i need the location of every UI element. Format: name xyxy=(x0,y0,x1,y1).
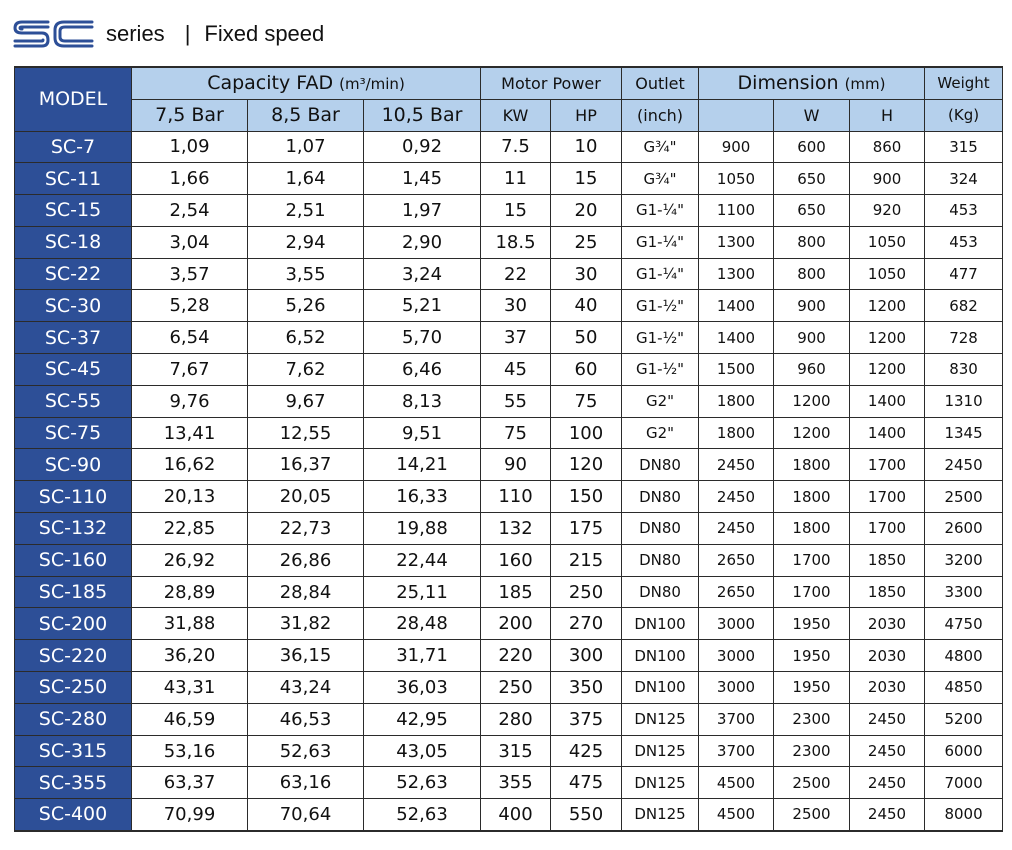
outlet-cell: DN100 xyxy=(622,672,699,704)
outlet-cell: DN80 xyxy=(622,576,699,608)
capacity-8-5-cell: 1,64 xyxy=(248,163,364,195)
capacity-8-5-cell: 12,55 xyxy=(248,417,364,449)
width-cell: 2300 xyxy=(774,703,850,735)
capacity-10-5-cell: 5,21 xyxy=(364,290,481,322)
capacity-7-5-cell: 3,04 xyxy=(132,226,248,258)
model-cell: SC-37 xyxy=(15,322,132,354)
header-row-main xyxy=(15,67,1003,99)
hp-cell: 270 xyxy=(551,608,622,640)
capacity-7-5-cell: 63,37 xyxy=(132,767,248,799)
capacity-10-5-cell: 42,95 xyxy=(364,703,481,735)
model-cell: SC-7 xyxy=(15,131,132,163)
kw-cell: 315 xyxy=(481,735,551,767)
height-cell: 860 xyxy=(850,131,925,163)
capacity-10-5-cell: 3,24 xyxy=(364,258,481,290)
capacity-8-5-cell: 63,16 xyxy=(248,767,364,799)
height-cell: 2030 xyxy=(850,608,925,640)
weight-cell: 1345 xyxy=(925,417,1003,449)
length-cell: 1050 xyxy=(699,163,774,195)
spec-table xyxy=(14,66,1003,832)
kw-cell: 11 xyxy=(481,163,551,195)
outlet-cell: G2" xyxy=(622,385,699,417)
height-cell: 1700 xyxy=(850,513,925,545)
capacity-8-5-cell: 46,53 xyxy=(248,703,364,735)
capacity-header: Capacity FAD (m³/min) xyxy=(132,67,481,99)
capacity-10-5-cell: 25,11 xyxy=(364,576,481,608)
capacity-10-5-cell: 1,45 xyxy=(364,163,481,195)
length-cell: 2450 xyxy=(699,481,774,513)
model-cell: SC-45 xyxy=(15,354,132,386)
table-row xyxy=(15,290,1003,322)
capacity-7-5-cell: 26,92 xyxy=(132,544,248,576)
kw-header: KW xyxy=(481,99,551,131)
hp-cell: 350 xyxy=(551,672,622,704)
height-cell: 1850 xyxy=(850,576,925,608)
hp-cell: 40 xyxy=(551,290,622,322)
width-cell: 1700 xyxy=(774,544,850,576)
width-cell: 650 xyxy=(774,195,850,227)
table-row xyxy=(15,322,1003,354)
weight-cell: 7000 xyxy=(925,767,1003,799)
capacity-8-5-cell: 5,26 xyxy=(248,290,364,322)
height-cell: 2450 xyxy=(850,799,925,831)
outlet-cell: DN80 xyxy=(622,449,699,481)
capacity-8-5-cell: 70,64 xyxy=(248,799,364,831)
weight-cell: 2600 xyxy=(925,513,1003,545)
outlet-cell: G1-¼" xyxy=(622,195,699,227)
outlet-cell: G¾" xyxy=(622,131,699,163)
height-cell: 2450 xyxy=(850,703,925,735)
capacity-8-5-cell: 43,24 xyxy=(248,672,364,704)
weight-cell: 6000 xyxy=(925,735,1003,767)
title-separator: | xyxy=(184,21,191,46)
outlet-cell: DN125 xyxy=(622,767,699,799)
length-cell: 1100 xyxy=(699,195,774,227)
hp-cell: 20 xyxy=(551,195,622,227)
height-cell: 2030 xyxy=(850,640,925,672)
length-cell: 1500 xyxy=(699,354,774,386)
weight-cell: 4800 xyxy=(925,640,1003,672)
weight-cell: 8000 xyxy=(925,799,1003,831)
height-cell: 1400 xyxy=(850,385,925,417)
weight-cell: 477 xyxy=(925,258,1003,290)
kw-cell: 55 xyxy=(481,385,551,417)
height-cell: 1050 xyxy=(850,226,925,258)
outlet-cell: DN125 xyxy=(622,799,699,831)
width-cell: 2500 xyxy=(774,767,850,799)
capacity-7-5-cell: 3,57 xyxy=(132,258,248,290)
capacity-7-5-cell: 2,54 xyxy=(132,195,248,227)
capacity-7-5-cell: 5,28 xyxy=(132,290,248,322)
capacity-7-5-cell: 16,62 xyxy=(132,449,248,481)
width-cell: 650 xyxy=(774,163,850,195)
table-row xyxy=(15,354,1003,386)
hp-cell: 25 xyxy=(551,226,622,258)
capacity-10-5-cell: 2,90 xyxy=(364,226,481,258)
height-cell: 1200 xyxy=(850,322,925,354)
model-cell: SC-75 xyxy=(15,417,132,449)
model-cell: SC-400 xyxy=(15,799,132,831)
width-cell: 1200 xyxy=(774,417,850,449)
outlet-cell: G1-½" xyxy=(622,354,699,386)
weight-cell: 682 xyxy=(925,290,1003,322)
capacity-7-5-cell: 7,67 xyxy=(132,354,248,386)
weight-cell: 3200 xyxy=(925,544,1003,576)
height-cell: 1050 xyxy=(850,258,925,290)
width-cell: 1800 xyxy=(774,513,850,545)
outlet-cell: G1-½" xyxy=(622,290,699,322)
length-cell: 1800 xyxy=(699,417,774,449)
table-row xyxy=(15,513,1003,545)
capacity-7-5-cell: 46,59 xyxy=(132,703,248,735)
weight-unit-header: (Kg) xyxy=(925,99,1003,131)
width-cell: 800 xyxy=(774,258,850,290)
width-cell: 1800 xyxy=(774,449,850,481)
model-header: MODEL xyxy=(15,67,132,131)
outlet-cell: G1-¼" xyxy=(622,258,699,290)
model-cell: SC-280 xyxy=(15,703,132,735)
capacity-8-5-cell: 2,94 xyxy=(248,226,364,258)
capacity-10-5-cell: 8,13 xyxy=(364,385,481,417)
weight-header: Weight xyxy=(925,67,1003,99)
length-cell: 4500 xyxy=(699,799,774,831)
height-cell: 1200 xyxy=(850,354,925,386)
table-row xyxy=(15,703,1003,735)
width-header: W xyxy=(774,99,850,131)
width-cell: 1700 xyxy=(774,576,850,608)
table-row xyxy=(15,131,1003,163)
model-cell: SC-90 xyxy=(15,449,132,481)
height-cell: 1400 xyxy=(850,417,925,449)
capacity-10-5-cell: 9,51 xyxy=(364,417,481,449)
capacity-10-5-cell: 1,97 xyxy=(364,195,481,227)
capacity-10-5-cell: 36,03 xyxy=(364,672,481,704)
hp-cell: 215 xyxy=(551,544,622,576)
model-cell: SC-250 xyxy=(15,672,132,704)
table-row xyxy=(15,544,1003,576)
table-row xyxy=(15,576,1003,608)
weight-cell: 324 xyxy=(925,163,1003,195)
capacity-7-5-cell: 22,85 xyxy=(132,513,248,545)
capacity-8-5-cell: 22,73 xyxy=(248,513,364,545)
capacity-7-5-cell: 36,20 xyxy=(132,640,248,672)
capacity-10-5-cell: 22,44 xyxy=(364,544,481,576)
kw-cell: 75 xyxy=(481,417,551,449)
capacity-8-5-cell: 6,52 xyxy=(248,322,364,354)
hp-cell: 475 xyxy=(551,767,622,799)
table-row xyxy=(15,640,1003,672)
capacity-10-5-cell: 43,05 xyxy=(364,735,481,767)
model-cell: SC-160 xyxy=(15,544,132,576)
length-cell: 1400 xyxy=(699,290,774,322)
length-cell: 1300 xyxy=(699,226,774,258)
outlet-cell: DN100 xyxy=(622,640,699,672)
model-cell: SC-30 xyxy=(15,290,132,322)
outlet-cell: DN80 xyxy=(622,513,699,545)
capacity-8-5-cell: 26,86 xyxy=(248,544,364,576)
capacity-7-5-cell: 70,99 xyxy=(132,799,248,831)
weight-cell: 728 xyxy=(925,322,1003,354)
height-cell: 900 xyxy=(850,163,925,195)
hp-cell: 10 xyxy=(551,131,622,163)
outlet-cell: G¾" xyxy=(622,163,699,195)
length-cell: 3000 xyxy=(699,608,774,640)
length-cell: 2650 xyxy=(699,544,774,576)
width-cell: 900 xyxy=(774,322,850,354)
capacity-10-5-cell: 6,46 xyxy=(364,354,481,386)
length-cell: 1800 xyxy=(699,385,774,417)
hp-cell: 250 xyxy=(551,576,622,608)
hp-cell: 120 xyxy=(551,449,622,481)
height-cell: 1200 xyxy=(850,290,925,322)
model-cell: SC-18 xyxy=(15,226,132,258)
dimension-header: Dimension (mm) xyxy=(699,67,925,99)
table-row xyxy=(15,767,1003,799)
table-row xyxy=(15,163,1003,195)
width-cell: 2300 xyxy=(774,735,850,767)
kw-cell: 15 xyxy=(481,195,551,227)
hp-cell: 100 xyxy=(551,417,622,449)
kw-cell: 185 xyxy=(481,576,551,608)
capacity-7-5-cell: 1,66 xyxy=(132,163,248,195)
height-header: H xyxy=(850,99,925,131)
kw-cell: 280 xyxy=(481,703,551,735)
capacity-8-5-cell: 36,15 xyxy=(248,640,364,672)
length-cell: 1300 xyxy=(699,258,774,290)
capacity-7-5-cell: 31,88 xyxy=(132,608,248,640)
capacity-8-5-cell: 1,07 xyxy=(248,131,364,163)
capacity-7-5-cell: 9,76 xyxy=(132,385,248,417)
model-cell: SC-110 xyxy=(15,481,132,513)
table-row xyxy=(15,672,1003,704)
kw-cell: 22 xyxy=(481,258,551,290)
weight-cell: 4850 xyxy=(925,672,1003,704)
outlet-cell: DN125 xyxy=(622,735,699,767)
weight-cell: 453 xyxy=(925,226,1003,258)
width-cell: 1950 xyxy=(774,672,850,704)
kw-cell: 7.5 xyxy=(481,131,551,163)
capacity-7-5-cell: 13,41 xyxy=(132,417,248,449)
capacity-7-5-bar-header: 7,5 Bar xyxy=(132,99,248,131)
model-cell: SC-132 xyxy=(15,513,132,545)
kw-cell: 250 xyxy=(481,672,551,704)
hp-cell: 300 xyxy=(551,640,622,672)
kw-cell: 18.5 xyxy=(481,226,551,258)
capacity-10-5-cell: 31,71 xyxy=(364,640,481,672)
motor-power-header: Motor Power xyxy=(481,67,622,99)
length-cell: 3000 xyxy=(699,640,774,672)
kw-cell: 90 xyxy=(481,449,551,481)
width-cell: 1950 xyxy=(774,608,850,640)
hp-cell: 375 xyxy=(551,703,622,735)
width-cell: 960 xyxy=(774,354,850,386)
table-row xyxy=(15,226,1003,258)
outlet-unit-header: (inch) xyxy=(622,99,699,131)
model-cell: SC-355 xyxy=(15,767,132,799)
capacity-8-5-cell: 3,55 xyxy=(248,258,364,290)
table-row xyxy=(15,449,1003,481)
hp-cell: 15 xyxy=(551,163,622,195)
capacity-7-5-cell: 20,13 xyxy=(132,481,248,513)
weight-cell: 3300 xyxy=(925,576,1003,608)
table-row xyxy=(15,799,1003,831)
kw-cell: 37 xyxy=(481,322,551,354)
model-cell: SC-55 xyxy=(15,385,132,417)
hp-header: HP xyxy=(551,99,622,131)
capacity-10-5-cell: 19,88 xyxy=(364,513,481,545)
kw-cell: 400 xyxy=(481,799,551,831)
kw-cell: 355 xyxy=(481,767,551,799)
length-cell: 900 xyxy=(699,131,774,163)
weight-cell: 4750 xyxy=(925,608,1003,640)
outlet-cell: DN125 xyxy=(622,703,699,735)
height-cell: 1700 xyxy=(850,449,925,481)
capacity-8-5-cell: 16,37 xyxy=(248,449,364,481)
spec-table-body xyxy=(15,131,1003,831)
outlet-cell: G2" xyxy=(622,417,699,449)
kw-cell: 200 xyxy=(481,608,551,640)
kw-cell: 160 xyxy=(481,544,551,576)
capacity-8-5-cell: 9,67 xyxy=(248,385,364,417)
table-row xyxy=(15,417,1003,449)
capacity-10-5-cell: 52,63 xyxy=(364,799,481,831)
length-cell: 1400 xyxy=(699,322,774,354)
width-cell: 2500 xyxy=(774,799,850,831)
model-cell: SC-220 xyxy=(15,640,132,672)
capacity-8-5-cell: 7,62 xyxy=(248,354,364,386)
table-row xyxy=(15,608,1003,640)
length-cell: 3700 xyxy=(699,735,774,767)
width-cell: 1800 xyxy=(774,481,850,513)
capacity-8-5-cell: 52,63 xyxy=(248,735,364,767)
table-row xyxy=(15,735,1003,767)
capacity-8-5-cell: 28,84 xyxy=(248,576,364,608)
outlet-header: Outlet xyxy=(622,67,699,99)
height-cell: 920 xyxy=(850,195,925,227)
length-cell: 3000 xyxy=(699,672,774,704)
length-header xyxy=(699,99,774,131)
model-cell: SC-315 xyxy=(15,735,132,767)
capacity-7-5-cell: 1,09 xyxy=(132,131,248,163)
height-cell: 2030 xyxy=(850,672,925,704)
width-cell: 600 xyxy=(774,131,850,163)
kw-cell: 220 xyxy=(481,640,551,672)
model-cell: SC-185 xyxy=(15,576,132,608)
width-cell: 900 xyxy=(774,290,850,322)
capacity-10-5-cell: 16,33 xyxy=(364,481,481,513)
outlet-cell: G1-¼" xyxy=(622,226,699,258)
width-cell: 1200 xyxy=(774,385,850,417)
width-cell: 800 xyxy=(774,226,850,258)
outlet-cell: DN80 xyxy=(622,481,699,513)
model-cell: SC-22 xyxy=(15,258,132,290)
capacity-10-5-cell: 52,63 xyxy=(364,767,481,799)
hp-cell: 75 xyxy=(551,385,622,417)
outlet-cell: DN100 xyxy=(622,608,699,640)
table-row xyxy=(15,258,1003,290)
length-cell: 2450 xyxy=(699,449,774,481)
capacity-10-5-cell: 14,21 xyxy=(364,449,481,481)
capacity-10-5-bar-header: 10,5 Bar xyxy=(364,99,481,131)
model-cell: SC-200 xyxy=(15,608,132,640)
hp-cell: 30 xyxy=(551,258,622,290)
capacity-8-5-cell: 2,51 xyxy=(248,195,364,227)
capacity-7-5-cell: 6,54 xyxy=(132,322,248,354)
table-row xyxy=(15,195,1003,227)
series-label: series xyxy=(106,21,165,46)
height-cell: 2450 xyxy=(850,767,925,799)
weight-cell: 1310 xyxy=(925,385,1003,417)
height-cell: 2450 xyxy=(850,735,925,767)
hp-cell: 425 xyxy=(551,735,622,767)
length-cell: 2650 xyxy=(699,576,774,608)
kw-cell: 45 xyxy=(481,354,551,386)
table-row xyxy=(15,385,1003,417)
capacity-7-5-cell: 28,89 xyxy=(132,576,248,608)
weight-cell: 315 xyxy=(925,131,1003,163)
weight-cell: 830 xyxy=(925,354,1003,386)
length-cell: 4500 xyxy=(699,767,774,799)
model-cell: SC-15 xyxy=(15,195,132,227)
hp-cell: 175 xyxy=(551,513,622,545)
sc-logo xyxy=(12,16,94,52)
capacity-7-5-cell: 53,16 xyxy=(132,735,248,767)
height-cell: 1850 xyxy=(850,544,925,576)
model-cell: SC-11 xyxy=(15,163,132,195)
weight-cell: 453 xyxy=(925,195,1003,227)
table-row xyxy=(15,481,1003,513)
outlet-cell: G1-½" xyxy=(622,322,699,354)
hp-cell: 50 xyxy=(551,322,622,354)
length-cell: 3700 xyxy=(699,703,774,735)
outlet-cell: DN80 xyxy=(622,544,699,576)
width-cell: 1950 xyxy=(774,640,850,672)
kw-cell: 110 xyxy=(481,481,551,513)
hp-cell: 150 xyxy=(551,481,622,513)
capacity-8-5-cell: 20,05 xyxy=(248,481,364,513)
capacity-8-5-bar-header: 8,5 Bar xyxy=(248,99,364,131)
kw-cell: 30 xyxy=(481,290,551,322)
capacity-10-5-cell: 28,48 xyxy=(364,608,481,640)
capacity-10-5-cell: 5,70 xyxy=(364,322,481,354)
kw-cell: 132 xyxy=(481,513,551,545)
capacity-8-5-cell: 31,82 xyxy=(248,608,364,640)
header-row-sub xyxy=(15,99,1003,131)
speed-label: Fixed speed xyxy=(204,21,325,46)
page-header xyxy=(12,12,324,56)
height-cell: 1700 xyxy=(850,481,925,513)
weight-cell: 5200 xyxy=(925,703,1003,735)
capacity-10-5-cell: 0,92 xyxy=(364,131,481,163)
weight-cell: 2450 xyxy=(925,449,1003,481)
hp-cell: 60 xyxy=(551,354,622,386)
weight-cell: 2500 xyxy=(925,481,1003,513)
length-cell: 2450 xyxy=(699,513,774,545)
hp-cell: 550 xyxy=(551,799,622,831)
capacity-7-5-cell: 43,31 xyxy=(132,672,248,704)
